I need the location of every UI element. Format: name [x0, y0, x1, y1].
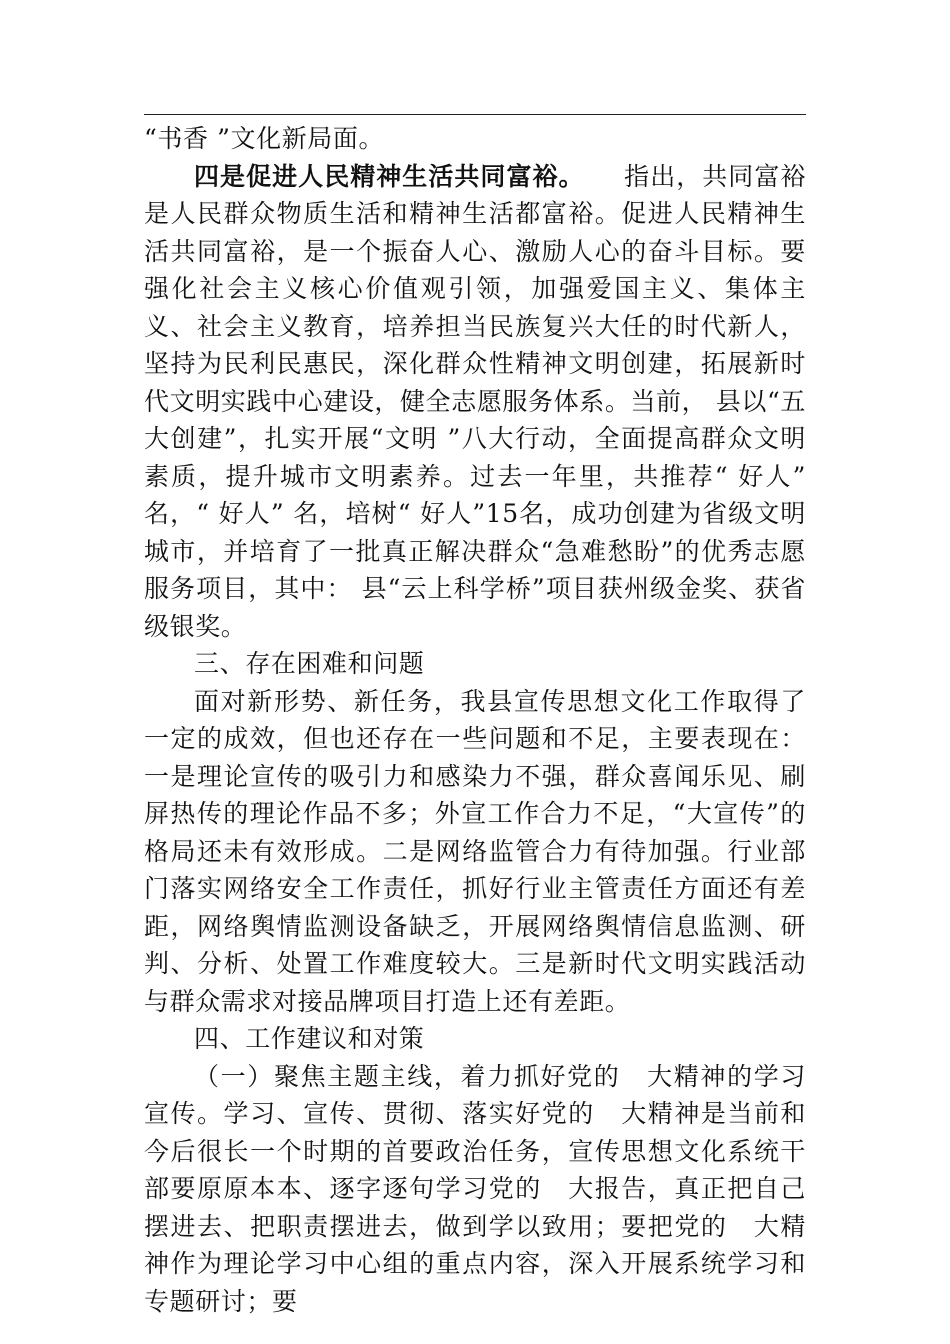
section-heading-problems	[144, 645, 806, 683]
section-heading-suggestions	[144, 1020, 806, 1058]
paragraph-continuation	[144, 120, 806, 158]
paragraph-text: （一）聚焦主题主线，着力抓好党的 大精神的学习宣传。学习、宣传、贯彻、落实好党的 大精神是当前和今后很长一个时期的首要政治任务，宣传思想文化系统干部要原原本本、逐字逐句学习党的 大报告，真正把自己摆进去、把职责摆进去，做到学以致用；要把党的 大精神作为理论学习中心组的重点内容，深入开展系统学习和专题研讨；要	[144, 1061, 806, 1316]
paragraph-text: “书香 ”文化新局面。	[144, 124, 385, 153]
header-rule	[144, 114, 806, 115]
paragraph-problems	[144, 683, 806, 1021]
paragraph-text: 面对新形势、新任务，我县宣传思想文化工作取得了一定的成效，但也还存在一些问题和不足，主要表现在：一是理论宣传的吸引力和感染力不强，群众喜闻乐见、刷屏热传的理论作品不多；外宣工作合力不足，“大宣传”的格局还未有效形成。二是网络监管合力有待加强。行业部门落实网络安全工作责任，抓好行业主管责任方面还有差距，网络舆情监测设备缺乏，开展网络舆情信息监测、研判、分析、处置工作难度较大。三是新时代文明实践活动与群众需求对接品牌项目打造上还有差距。	[144, 686, 806, 1016]
document-body	[144, 120, 806, 1320]
heading-text: 四、工作建议和对策	[194, 1024, 425, 1053]
paragraph-suggestion-one	[144, 1058, 806, 1321]
paragraph-spiritual-prosperity	[144, 158, 806, 646]
paragraph-text: 指出，共同富裕是人民群众物质生活和精神生活都富裕。促进人民精神生活共同富裕，是一个振奋人心、激励人心的奋斗目标。要强化社会主义核心价值观引领，加强爱国主义、集体主义、社会主义教育，培养担当民族复兴大任的时代新人，坚持为民利民惠民，深化群众性精神文明创建，拓展新时代文明实践中心建设，健全志愿服务体系。当前， 县以“五大创建”，扎实开展“文明 ”八大行动，全面提高群众文明素质，提升城市文明素养。过去一年里，共推荐“ 好人” 名，“ 好人” 名，培树“ 好人”15名，成功创建为省级文明城市，并培育了一批真正解决群众“急难愁盼”的优秀志愿服务项目，其中： 县“云上科学桥”项目获州级金奖、获省级银奖。	[144, 161, 806, 641]
heading-text: 三、存在困难和问题	[194, 649, 425, 678]
paragraph-bold-lead: 四是促进人民精神生活共同富裕。	[194, 161, 573, 191]
